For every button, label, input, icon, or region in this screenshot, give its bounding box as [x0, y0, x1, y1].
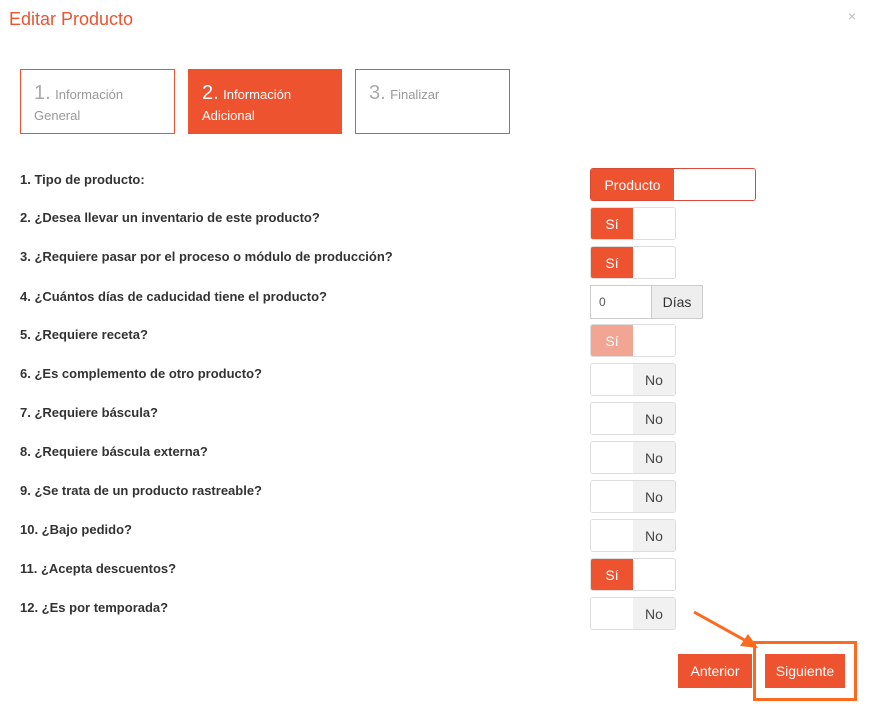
toggle-off-label: No: [633, 364, 675, 395]
question-produccion: 3. ¿Requiere pasar por el proceso o módulo de producción?: [20, 249, 393, 264]
toggle-off-area: [633, 325, 675, 356]
question-rastreable: 9. ¿Se trata de un producto rastreable?: [20, 483, 262, 498]
siguiente-button[interactable]: Siguiente: [765, 654, 845, 688]
anterior-button[interactable]: Anterior: [678, 654, 752, 688]
question-temporada: 12. ¿Es por temporada?: [20, 600, 169, 615]
toggle-on-label: Sí: [591, 208, 633, 239]
toggle-off-label: No: [633, 442, 675, 473]
step-number: 3.: [369, 82, 386, 104]
step-finalizar[interactable]: [355, 69, 510, 134]
question-bajo-pedido: 10. ¿Bajo pedido?: [20, 522, 132, 537]
toggle-on-area: [591, 520, 633, 551]
toggle-off-area: [633, 208, 675, 239]
caducidad-dias-input[interactable]: [590, 285, 651, 319]
step-label: Información General: [34, 87, 124, 123]
question-bascula: 7. ¿Requiere báscula?: [20, 405, 158, 420]
step-number: 2.: [202, 82, 219, 104]
question-caducidad: 4. ¿Cuántos días de caducidad tiene el producto?: [20, 289, 327, 304]
question-descuentos: 11. ¿Acepta descuentos?: [20, 561, 177, 576]
tipo-producto-toggle[interactable]: [590, 168, 756, 201]
step-label: Información Adicional: [202, 87, 292, 123]
toggle-off-label: No: [633, 481, 675, 512]
toggle-on-area: [591, 364, 633, 395]
question-tipo-producto: 1. Tipo de producto:: [20, 172, 145, 187]
toggle-on-area: [591, 442, 633, 473]
descuentos-toggle[interactable]: [590, 558, 676, 591]
toggle-off-area: [674, 169, 755, 200]
question-bascula-externa: 8. ¿Requiere báscula externa?: [20, 444, 208, 459]
toggle-on-label: Sí: [591, 247, 633, 278]
question-inventario: 2. ¿Desea llevar un inventario de este producto?: [20, 210, 320, 225]
toggle-on-label: Sí: [591, 559, 633, 590]
bascula-externa-toggle[interactable]: [590, 441, 676, 474]
toggle-off-label: No: [633, 520, 675, 551]
toggle-on-label: Producto: [591, 169, 674, 200]
receta-toggle: [590, 324, 676, 357]
rastreable-toggle[interactable]: [590, 480, 676, 513]
produccion-toggle[interactable]: [590, 246, 676, 279]
toggle-on-area: [591, 403, 633, 434]
toggle-on-area: [591, 481, 633, 512]
toggle-off-label: No: [633, 598, 675, 629]
toggle-off-area: [633, 559, 675, 590]
step-number: 1.: [34, 82, 51, 104]
step-label: Finalizar: [390, 87, 440, 102]
bajo-pedido-toggle[interactable]: [590, 519, 676, 552]
close-icon[interactable]: ×: [847, 8, 856, 24]
bascula-toggle[interactable]: [590, 402, 676, 435]
toggle-on-label: Sí: [591, 325, 633, 356]
caducidad-input-group: [590, 285, 703, 319]
annotation-arrow-icon: [690, 608, 762, 652]
dias-addon: Días: [651, 285, 703, 319]
temporada-toggle[interactable]: [590, 597, 676, 630]
question-complemento: 6. ¿Es complemento de otro producto?: [20, 366, 262, 381]
step-informacion-adicional[interactable]: [188, 69, 342, 134]
toggle-on-area: [591, 598, 633, 629]
toggle-off-label: No: [633, 403, 675, 434]
modal-title: Editar Producto: [9, 9, 134, 29]
complemento-toggle[interactable]: [590, 363, 676, 396]
inventario-toggle[interactable]: [590, 207, 676, 240]
question-receta: 5. ¿Requiere receta?: [20, 327, 148, 342]
toggle-off-area: [633, 247, 675, 278]
step-informacion-general[interactable]: [20, 69, 175, 134]
